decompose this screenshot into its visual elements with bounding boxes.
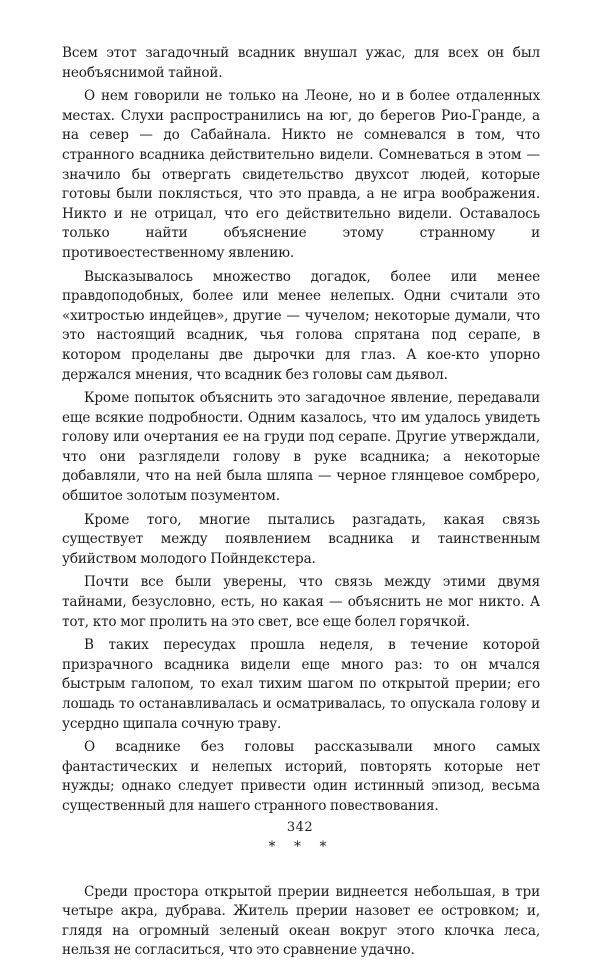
paragraph: Кроме того, многие пытались разгадать, какая связь существует между появлением всадника и таинственным убийством молодого Пойндекстера. [62,511,540,567]
new-section [62,883,540,961]
paragraph: Среди простора открытой прерии виднеется небольшая, в три четыре акра, дубрава. Житель прерии назовет ее островком; и, глядя на огромный зеленый океан вокруг этого клочка леса, нельзя не согласиться, что это сравнение удачно. [62,883,540,959]
main-text [62,44,540,817]
page-number: 342 [286,820,314,835]
paragraph: В таких пересудах прошла неделя, в течение которой призрачного всадника видели еще много раз: то он мчался быстрым галопом, то ехал тихим шагом по открытой прерии; его лошадь то останавливалась и осматривалась, то опускала голову и усердно щипала сочную траву. [62,637,540,732]
section-divider: * * * [268,838,334,855]
paragraph: О всаднике без головы рассказывали много самых фантастических и нелепых историй, повторять которые нет нужды; однако следует привести один истинный эпизод, весьма существенный для нашего странного повествования. [62,739,540,814]
paragraph: О нем говорили не только на Леоне, но и в более отдаленных местах. Слухи распространились на юг, до берегов Рио-Гранде, а на север — до Сабайнала. Никто не сомневался в том, что странного всадника действительно видели. Сомневаться в этом — значило бы отвергать свидетельство двухсот людей, которые готовы были поклясться, что это правда, а не игра воображения. Никто и не отрицал, что его действительно видели. Оставалось только найти объяснение этому странному и противоестественному явлению. [62,88,540,261]
paragraph: Почти все были уверены, что связь между этими двумя тайнами, безусловно, есть, но какая — объяснить не мог никто. А тот, кто мог пролить на это свет, все еще болел горячкой. [62,574,540,630]
paragraph: Кроме попыток объяснить это загадочное явление, передавали еще всякие подробности. Одним казалось, что им удалось увидеть голову или очертания ее на груди под серапе. Другие утверждали, что они разглядели голову в руке всадника; а некоторые добавляли, что на ней была шляпа — черное глянцевое сомбреро, обшитое золотым позументом. [62,390,540,505]
paragraph: Высказывалось множество догадок, более или менее правдоподобных, более или менее нелепых. Одни считали это «хитростью индейцев», другие — чучелом; некоторые думали, что это настоящий всадник, чья голова спрятана под серапе, в котором проделаны две дырочки для глаз. А кое-кто упорно держался мнения, что всадник без головы сам дьявол. [62,268,540,383]
paragraph: Всем этот загадочный всадник внушал ужас, для всех он был необъяснимой тайной. [62,45,540,81]
